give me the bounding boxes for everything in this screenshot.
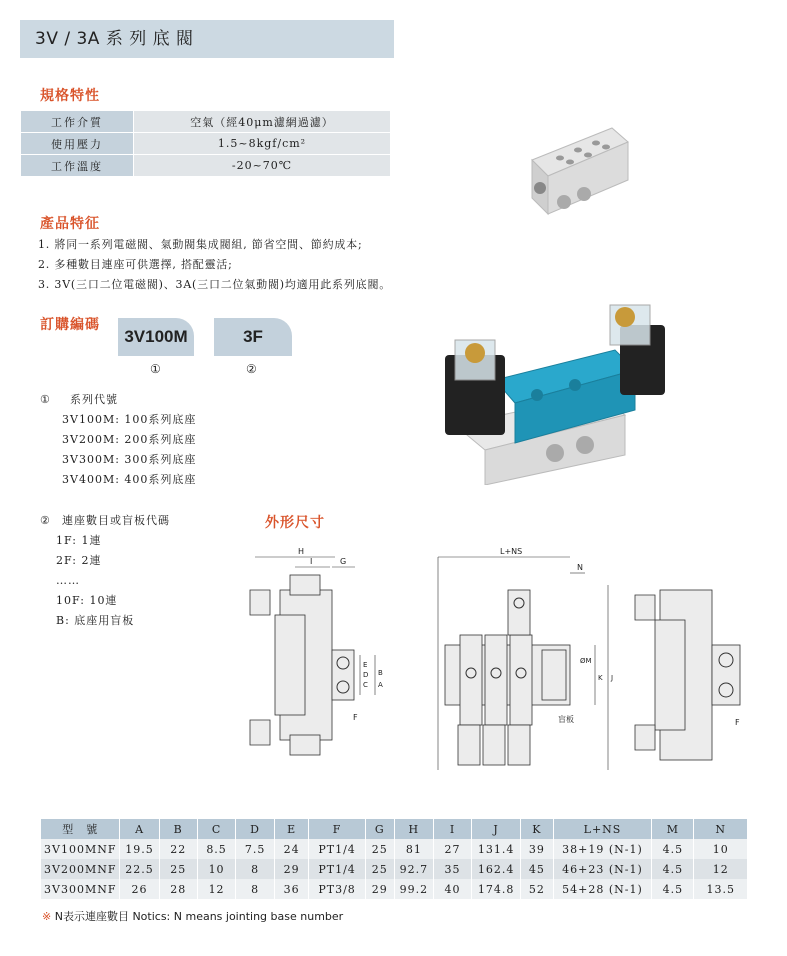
specs-label: 使用壓力: [21, 133, 134, 155]
order-heading: 訂購編碼: [40, 317, 100, 333]
table-cell: 36: [274, 879, 308, 899]
table-cell: 39: [521, 839, 554, 859]
manifold-base-image: [520, 110, 630, 220]
footnote-mark: ※: [42, 910, 52, 923]
order-code-joints: 3F: [214, 318, 292, 356]
dim-label-g: G: [340, 557, 347, 566]
joints-mark: ②: [40, 514, 51, 527]
table-cell: 8: [236, 859, 275, 879]
table-cell: 29: [365, 879, 394, 899]
table-row: [41, 839, 748, 859]
order-code-series: 3V100M: [118, 318, 194, 356]
table-cell: PT1/4: [309, 859, 365, 879]
table-cell: 38+19 (N-1): [553, 839, 652, 859]
table-header-cell: F: [309, 819, 365, 839]
table-cell: 13.5: [694, 879, 747, 899]
table-cell: 22.5: [120, 859, 159, 879]
table-cell: 25: [159, 859, 197, 879]
table-header-row: [41, 819, 748, 839]
side-view-drawing-left: [235, 545, 395, 780]
table-cell: 26: [120, 879, 159, 899]
dim-label-f: F: [353, 713, 358, 722]
table-cell: 99.2: [394, 879, 433, 899]
table-cell: 22: [159, 839, 197, 859]
dim-label-j: J: [611, 674, 614, 682]
joints-list: [56, 531, 134, 631]
table-cell: 4.5: [652, 839, 694, 859]
table-cell: 12: [694, 859, 747, 879]
table-cell: 81: [394, 839, 433, 859]
table-cell: 35: [433, 859, 471, 879]
table-cell: PT1/4: [309, 839, 365, 859]
dim-label-blind: 盲板: [558, 715, 574, 724]
table-cell: 52: [521, 879, 554, 899]
dimension-table: [40, 819, 747, 899]
feature-item: 2. 多種數目連座可供選擇, 搭配靈活;: [38, 258, 233, 271]
table-header-cell: H: [394, 819, 433, 839]
series-item: 3V200M: 200系列底座: [62, 433, 197, 446]
dim-label-k: K: [598, 674, 603, 682]
joints-item: 1F: 1連: [56, 534, 102, 547]
series-item: 3V400M: 400系列底座: [62, 473, 197, 486]
table-cell: 25: [365, 839, 394, 859]
dim-label-f-right: F: [735, 718, 740, 727]
table-header-cell: J: [472, 819, 521, 839]
table-cell: 40: [433, 879, 471, 899]
table-cell: 27: [433, 839, 471, 859]
series-item: 3V300M: 300系列底座: [62, 453, 197, 466]
table-cell: 10: [197, 859, 236, 879]
table-cell: 12: [197, 879, 236, 899]
table-cell: 8: [236, 879, 275, 899]
table-cell: 3V300MNF: [41, 879, 120, 899]
table-row: [41, 859, 748, 879]
table-cell: 10: [694, 839, 747, 859]
dim-label-m: ØM: [580, 657, 592, 665]
order-mark-2: ②: [246, 362, 257, 376]
table-header-cell: C: [197, 819, 236, 839]
table-header-cell: M: [652, 819, 694, 839]
table-cell: 92.7: [394, 859, 433, 879]
dim-label-n: N: [577, 563, 583, 572]
table-cell: 28: [159, 879, 197, 899]
series-title: 系列代號: [70, 393, 118, 406]
drawing-heading: 外形尺寸: [265, 515, 325, 531]
table-cell: 24: [274, 839, 308, 859]
specs-value: 1.5~8kgf/cm²: [134, 133, 391, 155]
joints-title: 連座數目或盲板代碼: [62, 514, 170, 527]
dim-label-h: H: [298, 547, 305, 556]
dim-label-c: C: [363, 681, 368, 689]
table-cell: 7.5: [236, 839, 275, 859]
table-header-cell: B: [159, 819, 197, 839]
table-header-cell: 型 號: [41, 819, 120, 839]
specs-label: 工作介質: [21, 111, 134, 133]
table-header-cell: L+NS: [553, 819, 652, 839]
table-cell: PT3/8: [309, 879, 365, 899]
table-cell: 4.5: [652, 859, 694, 879]
table-cell: 46+23 (N-1): [553, 859, 652, 879]
table-cell: 3V200MNF: [41, 859, 120, 879]
dim-label-lns: L+NS: [500, 547, 523, 556]
joints-item: ……: [56, 574, 80, 587]
table-header-cell: D: [236, 819, 275, 839]
dim-label-b: B: [378, 669, 383, 677]
specs-row: [21, 111, 391, 133]
table-header-cell: N: [694, 819, 747, 839]
series-mark: ①: [40, 393, 51, 406]
table-cell: 54+28 (N-1): [553, 879, 652, 899]
specs-table: [20, 110, 391, 177]
table-cell: 25: [365, 859, 394, 879]
table-header-cell: E: [274, 819, 308, 839]
page-title: 3V / 3A 系 列 底 閥: [20, 20, 394, 58]
specs-heading: 規格特性: [40, 88, 100, 104]
specs-row: [21, 133, 391, 155]
table-row: [41, 879, 748, 899]
dim-label-e: E: [363, 661, 368, 669]
dim-label-a: A: [378, 681, 383, 689]
order-mark-1: ①: [150, 362, 161, 376]
specs-value: 空氣（經40μm濾網過濾）: [134, 111, 391, 133]
joints-item: 10F: 10連: [56, 594, 118, 607]
series-item: 3V100M: 100系列底座: [62, 413, 197, 426]
table-cell: 19.5: [120, 839, 159, 859]
table-header-cell: G: [365, 819, 394, 839]
table-cell: 162.4: [472, 859, 521, 879]
table-header-cell: I: [433, 819, 471, 839]
table-header-cell: A: [120, 819, 159, 839]
table-header-cell: K: [521, 819, 554, 839]
joints-item: 2F: 2連: [56, 554, 102, 567]
table-cell: 3V100MNF: [41, 839, 120, 859]
dim-label-i: I: [310, 557, 313, 566]
side-view-drawing-right: [630, 575, 755, 780]
specs-value: -20~70℃: [134, 155, 391, 177]
table-cell: 45: [521, 859, 554, 879]
feature-item: 3. 3V(三口二位電磁閥)、3A(三口二位氣動閥)均適用此系列底閥。: [38, 278, 392, 291]
features-list: [38, 235, 391, 295]
features-heading: 產品特征: [40, 216, 100, 232]
table-cell: 4.5: [652, 879, 694, 899]
table-cell: 29: [274, 859, 308, 879]
table-cell: 8.5: [197, 839, 236, 859]
feature-item: 1. 將同一系列電磁閥、氣動閥集成閥組, 節省空間、節約成本;: [38, 238, 363, 251]
table-cell: 131.4: [472, 839, 521, 859]
table-cell: 174.8: [472, 879, 521, 899]
front-view-drawing: [430, 545, 625, 780]
specs-label: 工作溫度: [21, 155, 134, 177]
footnote-text: N表示連座數目 Notics: N means jointing base number: [54, 910, 344, 923]
valve-assembly-image: [425, 285, 675, 485]
specs-row: [21, 155, 391, 177]
joints-item: B: 底座用盲板: [56, 614, 135, 627]
series-list: [62, 410, 196, 490]
dim-label-d: D: [363, 671, 369, 679]
footnote: [42, 908, 343, 924]
